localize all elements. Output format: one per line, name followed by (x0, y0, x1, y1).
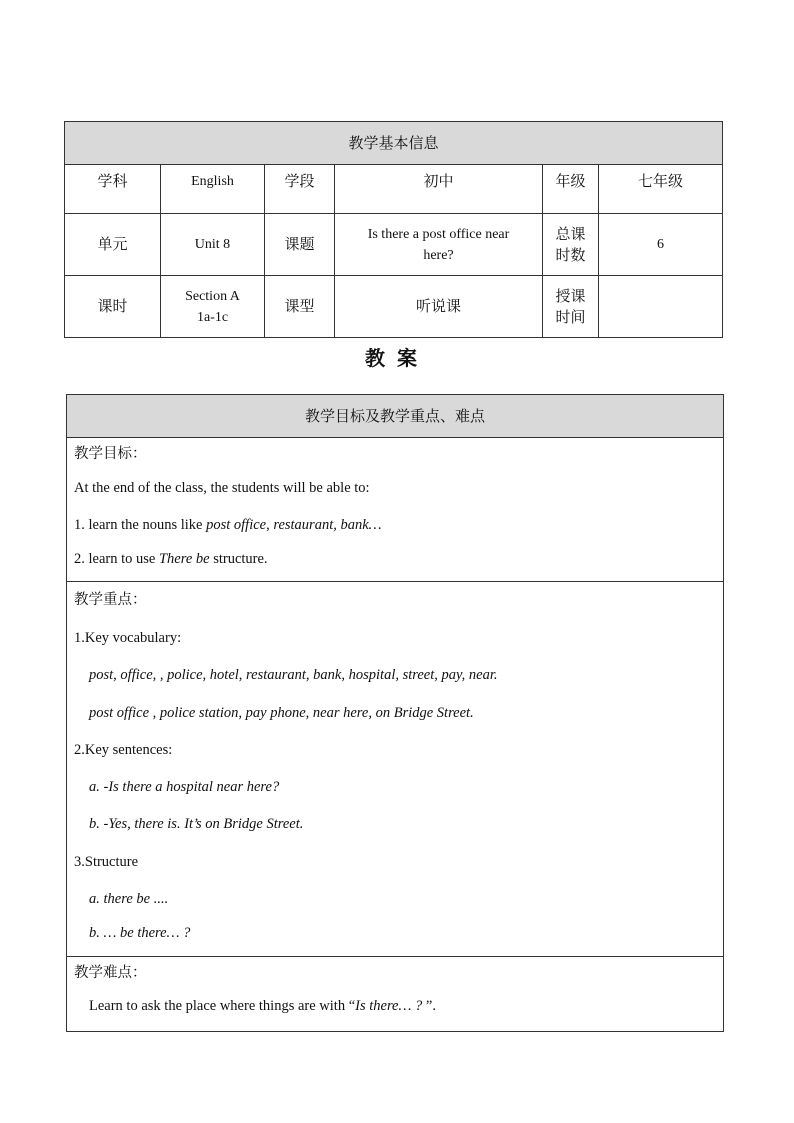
teaching-time-label (543, 276, 599, 338)
unit-value: Unit 8 (161, 214, 265, 276)
grade-value: 七年级 (599, 165, 723, 214)
difficulties-text-prefix: Learn to ask the place where things are with “ (89, 998, 356, 1014)
objective-1-examples: post office, restaurant, bank… (206, 517, 382, 533)
sentences-title: 2.Key sentences: (74, 742, 173, 758)
difficulties-question: Is there… ? (355, 998, 426, 1014)
document-title: 教案 (365, 346, 429, 370)
sentence-b: b. -Yes, there is. It’s on Bridge Street. (89, 816, 304, 832)
objective-item-2 (74, 551, 268, 568)
plan-header: 教学目标及教学重点、难点 (67, 395, 723, 438)
subject-value: English (161, 165, 265, 214)
period-value (161, 276, 265, 338)
subject-label: 学科 (65, 165, 161, 214)
key-points-label: 教学重点： (74, 592, 147, 608)
objective-2-text: 2. learn to use (74, 551, 159, 567)
lesson-type-label: 课型 (265, 276, 335, 338)
total-label-line-1: 总课 (555, 224, 586, 243)
topic-line-2: here? (423, 247, 454, 263)
stage-value: 初中 (335, 165, 543, 214)
lesson-plan-box (66, 394, 724, 1032)
difficulties-section (67, 957, 723, 1031)
structure-b: b. … be there… ? (89, 925, 191, 941)
vocab-line-1: post, office, , police, hotel, restaurant, bank, hospital, street, pay, near. (89, 667, 498, 683)
difficulties-label: 教学难点： (74, 965, 147, 981)
basic-info-table (64, 121, 723, 338)
topic-line-1: Is there a post office near (367, 226, 510, 242)
total-periods-value: 6 (599, 214, 723, 276)
difficulties-text-suffix: ”. (425, 998, 436, 1014)
teaching-time-value (599, 276, 723, 338)
sentence-a: a. -Is there a hospital near here? (89, 779, 280, 795)
info-table-header: 教学基本信息 (65, 122, 723, 165)
vocab-line-2: post office , police station, pay phone, near here, on Bridge Street. (89, 705, 474, 721)
period-line-1: Section A (185, 288, 240, 304)
objective-1-text: 1. learn the nouns like (74, 517, 207, 533)
period-label: 课时 (65, 276, 161, 338)
time-label-line-2: 时间 (555, 307, 586, 326)
structure-title: 3.Structure (74, 854, 139, 870)
difficulties-text (74, 998, 436, 1015)
stage-label: 学段 (265, 165, 335, 214)
objective-item-1 (74, 517, 382, 534)
objectives-intro: At the end of the class, the students will be able to: (74, 480, 370, 496)
objective-2-suffix: structure. (209, 551, 268, 567)
objectives-section (67, 438, 723, 582)
time-label-line-1: 授课 (555, 286, 586, 305)
grade-label: 年级 (543, 165, 599, 214)
period-line-2: 1a-1c (196, 309, 229, 325)
key-points-section (67, 582, 723, 957)
unit-label: 单元 (65, 214, 161, 276)
topic-label: 课题 (265, 214, 335, 276)
vocab-title: 1.Key vocabulary: (74, 630, 182, 646)
topic-value (335, 214, 543, 276)
structure-a: a. there be .... (89, 891, 169, 907)
objective-2-structure: There be (158, 551, 210, 567)
lesson-type-value: 听说课 (335, 276, 543, 338)
objectives-label: 教学目标： (74, 446, 147, 462)
total-periods-label (543, 214, 599, 276)
total-label-line-2: 时数 (555, 245, 586, 264)
